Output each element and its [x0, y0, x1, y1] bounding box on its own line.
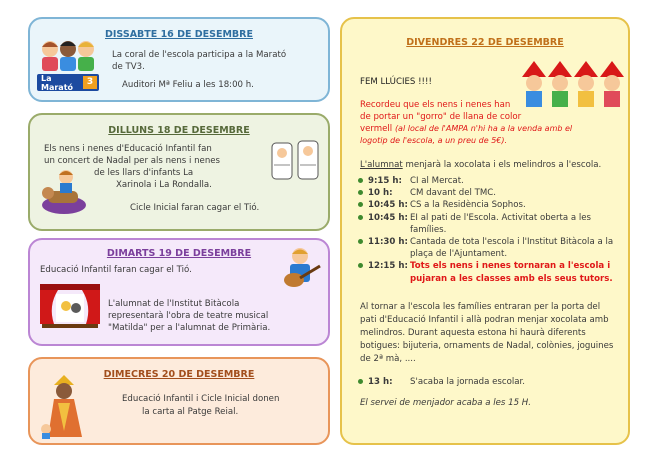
tuesday-line-2: L'alumnat de l'Institut Bitàcola: [108, 299, 240, 309]
monday-line-2: un concert de Nadal per als nens i nenes: [44, 156, 221, 166]
tuesday-line-3: representarà l'obra de teatre musical: [108, 311, 269, 321]
friday-intro-1: Recordeu que els nens i nenes han: [360, 100, 511, 110]
bullet-icon: [358, 199, 368, 211]
saturday-line-3: Auditori Mª Feliu a les 18:00 h.: [122, 80, 254, 90]
guitar-child-illustration: [276, 246, 324, 292]
tv3-logo-number: 3: [83, 76, 97, 89]
tuesday-heading: DIMARTS 19 DE DESEMBRE: [106, 248, 252, 259]
tuesday-panel: [28, 238, 330, 346]
bullet-icon: [358, 236, 368, 260]
schedule-row: [358, 199, 620, 211]
end-time: 13 h:: [368, 377, 393, 387]
schedule-row: [358, 187, 620, 199]
bullet-icon: [358, 376, 368, 388]
monday-line-5: Cicle Inicial faran cagar el Tió.: [130, 203, 260, 213]
schedule-time: 9:15 h:: [368, 176, 402, 186]
friday-intro-2: de portar un "gorro" de llana de color: [360, 112, 522, 122]
monday-panel: [28, 113, 330, 231]
bullet-icon: [358, 187, 368, 199]
schedule-desc: CI al Mercat.: [410, 176, 464, 186]
friday-intro-3-line: [360, 123, 572, 136]
friday-intro-4: logotip de l'escola, a un preu de 5€).: [360, 136, 508, 145]
bullet-icon: [358, 175, 368, 187]
schedule-row: [358, 212, 620, 236]
royal-page-illustration: [36, 375, 92, 441]
schedule-row: [358, 175, 620, 187]
schedule-time: 10 h:: [368, 188, 393, 199]
schedule-time: 12:15 h:: [368, 261, 408, 272]
end-desc: S'acaba la jornada escolar.: [410, 377, 525, 387]
schedule-list: [358, 175, 620, 285]
schedule-row: [358, 260, 620, 284]
wednesday-line-2: la carta al Patge Reial.: [142, 407, 239, 417]
schedule-desc: Tots els nens i nenes tornaran a l'escola i pujaran a les classes amb els seus tutors.: [410, 261, 613, 284]
fem-llucies: FEM LLÚCIES !!!!: [360, 77, 432, 87]
friday-panel: [340, 17, 630, 445]
schedule-row: [358, 236, 620, 260]
alumnat-word: L'alumnat: [360, 160, 403, 170]
la-marato-logo-label: La Marató: [41, 73, 74, 92]
wednesday-line-1: Educació Infantil i Cicle Inicial donen: [122, 394, 280, 404]
wednesday-panel: [28, 357, 330, 445]
bullet-icon: [358, 212, 368, 236]
schedule-desc: EI al pati de l'Escola. Activitat oberta a les famílies.: [410, 212, 591, 235]
saturday-line-2: de TV3.: [112, 62, 145, 72]
bullet-icon: [358, 260, 368, 284]
schedule-desc: CM davant del TMC.: [410, 188, 497, 199]
monday-line-3: de les llars d'infants La: [94, 168, 194, 178]
schedule-time: 11:30 h:: [368, 237, 408, 248]
children-santa-hats-illustration: [520, 59, 624, 109]
monday-line-1: Els nens i nenes d'Educació Infantil fan: [44, 144, 212, 154]
schedule-row: [358, 376, 620, 388]
friday-intro-3-red: (al local de l'AMPA n'hi ha a la venda amb el: [394, 124, 573, 133]
la-marato-logo: [37, 74, 99, 91]
saturday-heading: DISSABTE 16 DE DESEMBRE: [105, 29, 253, 40]
schedule-time: 10:45 h:: [368, 212, 408, 223]
theatre-stage-illustration: [38, 280, 102, 330]
alumnat-rest: menjarà la xocolata i els melindros a l'escola.: [402, 160, 602, 170]
monday-line-4: Xarinola i La Rondalla.: [116, 180, 212, 190]
music-notes-illustration: [268, 135, 324, 183]
tuesday-line-1: Educació Infantil faran cagar el Tió.: [40, 265, 192, 275]
alumnat-line: [360, 159, 601, 172]
children-singing-illustration: [38, 37, 98, 73]
schedule-desc: Cantada de tota l'escola i l'Institut Bitàcola a la plaça de l'Ajuntament.: [410, 237, 614, 260]
saturday-line-1: La coral de l'escola participa a la Marató: [112, 50, 287, 60]
friday-heading: DIVENDRES 22 DE DESEMBRE: [406, 37, 564, 48]
tio-illustration: [36, 167, 90, 217]
saturday-panel: [28, 17, 330, 102]
friday-intro-3: vermell: [360, 124, 393, 134]
tuesday-line-4: "Matilda" per a l'alumnat de Primària.: [108, 323, 271, 333]
lunch-service-note: El servei de menjador acaba a les 15 H.: [360, 398, 532, 408]
wednesday-heading: DIMECRES 20 DE DESEMBRE: [103, 369, 255, 380]
schedule-time: 10:45 h:: [368, 200, 408, 211]
closing-row: [358, 376, 620, 388]
friday-paragraph: Al tornar a l'escola les famílies entraran per la porta del pati d'Educació Infantil i allà podran menjar xocolata amb melindros. Durant aquesta estona hi haurà diferents botigues: bijuteria, ornaments de Nadal, colònies, joguines de 2ª mà, ....: [360, 302, 614, 364]
schedule-desc: CS a la Residència Sophos.: [410, 200, 526, 211]
monday-heading: DILLUNS 18 DE DESEMBRE: [108, 125, 250, 136]
